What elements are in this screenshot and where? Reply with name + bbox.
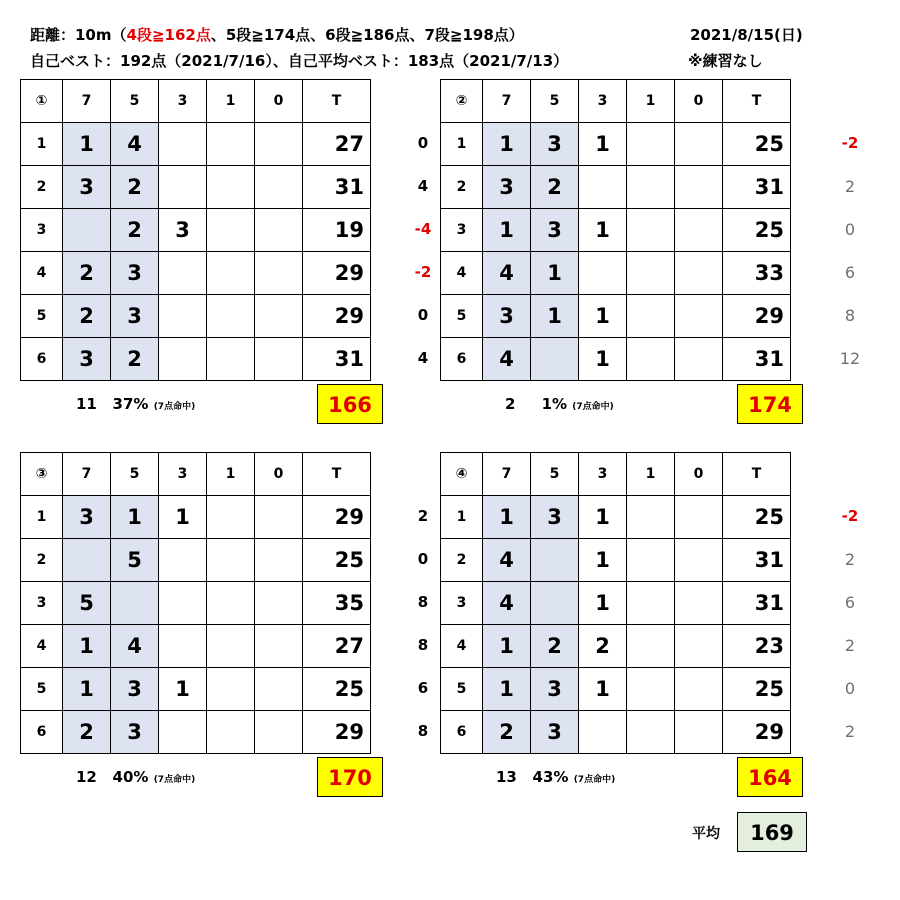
col-header-5: 5 bbox=[111, 453, 159, 496]
col-header-5: 5 bbox=[111, 80, 159, 123]
col-header-7: 7 bbox=[483, 80, 531, 123]
end-total: 25 bbox=[723, 209, 791, 252]
round-3-table bbox=[20, 452, 371, 754]
hit-rate: 1% bbox=[541, 395, 568, 413]
hit-rate-note: (7点命中) bbox=[573, 775, 616, 785]
round-4-total: 164 bbox=[737, 757, 803, 797]
count-7: 4 bbox=[483, 582, 531, 625]
count-5: 3 bbox=[531, 209, 579, 252]
count-7: 1 bbox=[483, 496, 531, 539]
round-1-total: 166 bbox=[317, 384, 383, 424]
count-0 bbox=[255, 252, 303, 295]
count-5: 4 bbox=[111, 123, 159, 166]
count-7 bbox=[63, 539, 111, 582]
table-row bbox=[21, 539, 371, 582]
table-row bbox=[441, 625, 791, 668]
end-number: 4 bbox=[21, 252, 63, 295]
dan4-threshold: 4段≧162点 bbox=[126, 26, 211, 44]
hit-count: 13 bbox=[496, 768, 517, 786]
average-value: 169 bbox=[737, 812, 807, 852]
hit-count: 2 bbox=[505, 395, 516, 413]
count-3 bbox=[579, 252, 627, 295]
count-7: 3 bbox=[483, 166, 531, 209]
table-row bbox=[21, 252, 371, 295]
count-0 bbox=[675, 582, 723, 625]
col-header-7: 7 bbox=[63, 80, 111, 123]
count-5: 1 bbox=[111, 496, 159, 539]
count-5: 3 bbox=[111, 295, 159, 338]
round-1-table bbox=[20, 79, 371, 381]
col-header-7: 7 bbox=[63, 453, 111, 496]
diff-r4-4: 2 bbox=[844, 636, 856, 655]
count-3: 1 bbox=[579, 123, 627, 166]
diff-r4-1: -2 bbox=[841, 507, 859, 525]
count-7: 2 bbox=[63, 252, 111, 295]
count-3 bbox=[579, 166, 627, 209]
count-0 bbox=[255, 338, 303, 381]
diff-r2-6: 12 bbox=[839, 349, 861, 368]
end-total: 25 bbox=[723, 668, 791, 711]
end-total: 29 bbox=[303, 496, 371, 539]
count-1 bbox=[207, 123, 255, 166]
count-5: 2 bbox=[111, 166, 159, 209]
count-1 bbox=[627, 668, 675, 711]
col-header-3: 3 bbox=[159, 453, 207, 496]
col-header-0: 0 bbox=[675, 80, 723, 123]
count-0 bbox=[675, 539, 723, 582]
table-row bbox=[441, 711, 791, 754]
count-1 bbox=[627, 582, 675, 625]
end-number: 3 bbox=[441, 582, 483, 625]
count-1 bbox=[627, 338, 675, 381]
end-total: 31 bbox=[303, 338, 371, 381]
count-0 bbox=[675, 338, 723, 381]
diff-r4-3: 6 bbox=[844, 593, 856, 612]
round-2-total: 174 bbox=[737, 384, 803, 424]
count-1 bbox=[627, 123, 675, 166]
end-number: 2 bbox=[21, 539, 63, 582]
end-number: 4 bbox=[21, 625, 63, 668]
hit-rate: 43% bbox=[532, 768, 569, 786]
hit-rate-note: (7点命中) bbox=[153, 402, 196, 412]
count-0 bbox=[255, 166, 303, 209]
count-7: 1 bbox=[63, 668, 111, 711]
table-row bbox=[21, 625, 371, 668]
diff-r3-4: 8 bbox=[417, 636, 429, 654]
end-number: 4 bbox=[441, 625, 483, 668]
hit-rate-note: (7点命中) bbox=[572, 402, 614, 412]
count-0 bbox=[255, 539, 303, 582]
table-row bbox=[21, 582, 371, 625]
col-header-3: 3 bbox=[579, 453, 627, 496]
count-1 bbox=[627, 252, 675, 295]
end-number: 3 bbox=[441, 209, 483, 252]
count-1 bbox=[627, 711, 675, 754]
end-number: 4 bbox=[441, 252, 483, 295]
col-header-5: 5 bbox=[531, 453, 579, 496]
count-0 bbox=[255, 496, 303, 539]
count-7: 2 bbox=[483, 711, 531, 754]
count-1 bbox=[207, 209, 255, 252]
count-0 bbox=[255, 711, 303, 754]
count-3 bbox=[159, 123, 207, 166]
end-total: 31 bbox=[723, 166, 791, 209]
end-number: 5 bbox=[21, 668, 63, 711]
end-total: 31 bbox=[303, 166, 371, 209]
diff-r3-3: 8 bbox=[417, 593, 429, 611]
end-number: 1 bbox=[21, 123, 63, 166]
count-0 bbox=[255, 123, 303, 166]
table-row bbox=[21, 295, 371, 338]
count-0 bbox=[255, 625, 303, 668]
end-total: 31 bbox=[723, 539, 791, 582]
diff-r1-3: -4 bbox=[414, 220, 432, 238]
count-7: 1 bbox=[483, 668, 531, 711]
end-total: 29 bbox=[303, 295, 371, 338]
end-total: 35 bbox=[303, 582, 371, 625]
count-0 bbox=[675, 209, 723, 252]
count-1 bbox=[627, 209, 675, 252]
col-header-1: 1 bbox=[627, 80, 675, 123]
count-7: 1 bbox=[483, 123, 531, 166]
count-0 bbox=[675, 295, 723, 338]
end-total: 25 bbox=[723, 123, 791, 166]
end-total: 25 bbox=[303, 668, 371, 711]
round-2-table bbox=[440, 79, 791, 381]
hit-rate-note: (7点命中) bbox=[153, 775, 196, 785]
count-5: 4 bbox=[111, 625, 159, 668]
count-0 bbox=[255, 209, 303, 252]
end-total: 27 bbox=[303, 123, 371, 166]
table-row bbox=[441, 668, 791, 711]
count-0 bbox=[675, 166, 723, 209]
round-label: ① bbox=[21, 80, 63, 123]
diff-r1-2: 4 bbox=[417, 177, 429, 195]
round-label: ③ bbox=[21, 453, 63, 496]
col-header-1: 1 bbox=[627, 453, 675, 496]
count-3: 1 bbox=[579, 209, 627, 252]
col-header-5: 5 bbox=[531, 80, 579, 123]
count-5: 2 bbox=[531, 625, 579, 668]
count-0 bbox=[675, 123, 723, 166]
count-3 bbox=[159, 338, 207, 381]
end-number: 5 bbox=[441, 295, 483, 338]
count-5: 3 bbox=[531, 711, 579, 754]
hit-count: 11 bbox=[76, 395, 97, 413]
end-number: 1 bbox=[441, 123, 483, 166]
round-label: ④ bbox=[441, 453, 483, 496]
end-total: 25 bbox=[723, 496, 791, 539]
count-3: 1 bbox=[579, 539, 627, 582]
diff-r3-6: 8 bbox=[417, 722, 429, 740]
end-number: 5 bbox=[441, 668, 483, 711]
count-7: 1 bbox=[483, 625, 531, 668]
count-7: 4 bbox=[483, 338, 531, 381]
count-5: 2 bbox=[111, 209, 159, 252]
count-3: 1 bbox=[159, 496, 207, 539]
date: 2021/8/15(日) bbox=[690, 26, 803, 44]
count-1 bbox=[207, 252, 255, 295]
count-5: 1 bbox=[531, 295, 579, 338]
end-number: 5 bbox=[21, 295, 63, 338]
count-7: 3 bbox=[63, 338, 111, 381]
count-3: 1 bbox=[579, 338, 627, 381]
count-7: 2 bbox=[63, 295, 111, 338]
count-3 bbox=[159, 295, 207, 338]
count-7: 1 bbox=[483, 209, 531, 252]
round-3-total: 170 bbox=[317, 757, 383, 797]
hit-count: 12 bbox=[76, 768, 97, 786]
diff-r1-6: 4 bbox=[417, 349, 429, 367]
col-header-1: 1 bbox=[207, 453, 255, 496]
practice-note: ※練習なし bbox=[688, 52, 763, 70]
count-3: 3 bbox=[159, 209, 207, 252]
count-0 bbox=[255, 295, 303, 338]
end-number: 3 bbox=[21, 209, 63, 252]
diff-r4-6: 2 bbox=[844, 722, 856, 741]
distance-prefix: 距離：10m（ bbox=[30, 26, 127, 44]
end-total: 29 bbox=[723, 295, 791, 338]
dan-thresholds: 、5段≧174点、6段≧186点、7段≧198点） bbox=[210, 26, 524, 44]
count-7 bbox=[63, 209, 111, 252]
col-header-total: T bbox=[723, 80, 791, 123]
table-row bbox=[441, 123, 791, 166]
col-header-0: 0 bbox=[255, 453, 303, 496]
table-row bbox=[441, 539, 791, 582]
count-7: 3 bbox=[483, 295, 531, 338]
count-1 bbox=[627, 539, 675, 582]
count-3 bbox=[159, 711, 207, 754]
count-3: 1 bbox=[579, 496, 627, 539]
diff-r2-1: -2 bbox=[841, 134, 859, 152]
table-row bbox=[21, 338, 371, 381]
table-row bbox=[21, 123, 371, 166]
round-3-summary bbox=[76, 768, 195, 786]
round-4-summary bbox=[496, 768, 615, 786]
hit-rate: 40% bbox=[112, 768, 149, 786]
count-3 bbox=[579, 711, 627, 754]
count-5: 3 bbox=[111, 252, 159, 295]
diff-r3-1: 2 bbox=[417, 507, 429, 525]
count-7: 4 bbox=[483, 539, 531, 582]
diff-r1-4: -2 bbox=[414, 263, 432, 281]
count-0 bbox=[675, 711, 723, 754]
count-5 bbox=[111, 582, 159, 625]
count-7: 1 bbox=[63, 123, 111, 166]
average-label: 平均 bbox=[692, 826, 720, 842]
col-header-3: 3 bbox=[579, 80, 627, 123]
count-3: 1 bbox=[159, 668, 207, 711]
table-row bbox=[441, 338, 791, 381]
col-header-7: 7 bbox=[483, 453, 531, 496]
end-number: 1 bbox=[21, 496, 63, 539]
count-5 bbox=[531, 539, 579, 582]
count-1 bbox=[207, 166, 255, 209]
col-header-total: T bbox=[303, 80, 371, 123]
end-total: 29 bbox=[723, 711, 791, 754]
table-row bbox=[21, 209, 371, 252]
end-total: 19 bbox=[303, 209, 371, 252]
count-5: 3 bbox=[531, 496, 579, 539]
count-1 bbox=[207, 338, 255, 381]
end-total: 23 bbox=[723, 625, 791, 668]
col-header-1: 1 bbox=[207, 80, 255, 123]
hit-rate: 37% bbox=[112, 395, 149, 413]
end-number: 6 bbox=[441, 711, 483, 754]
round-4-table bbox=[440, 452, 791, 754]
table-row bbox=[441, 582, 791, 625]
diff-r2-3: 0 bbox=[844, 220, 856, 239]
round-2-summary bbox=[505, 395, 614, 413]
count-1 bbox=[207, 625, 255, 668]
col-header-total: T bbox=[303, 453, 371, 496]
distance-line bbox=[30, 24, 524, 45]
diff-r2-2: 2 bbox=[844, 177, 856, 196]
col-header-3: 3 bbox=[159, 80, 207, 123]
count-3: 1 bbox=[579, 582, 627, 625]
count-1 bbox=[207, 539, 255, 582]
count-5: 3 bbox=[531, 123, 579, 166]
end-total: 29 bbox=[303, 252, 371, 295]
count-1 bbox=[627, 625, 675, 668]
count-1 bbox=[207, 711, 255, 754]
count-1 bbox=[207, 496, 255, 539]
count-5: 3 bbox=[111, 668, 159, 711]
count-1 bbox=[627, 496, 675, 539]
diff-r3-5: 6 bbox=[417, 679, 429, 697]
col-header-0: 0 bbox=[255, 80, 303, 123]
count-3 bbox=[159, 252, 207, 295]
count-3 bbox=[159, 166, 207, 209]
count-0 bbox=[675, 668, 723, 711]
diff-r1-1: 0 bbox=[417, 134, 429, 152]
end-number: 2 bbox=[441, 539, 483, 582]
count-7: 4 bbox=[483, 252, 531, 295]
personal-best: 自己ベスト：192点（2021/7/16）、自己平均ベスト：183点（2021/7/13） bbox=[30, 52, 569, 70]
count-0 bbox=[675, 252, 723, 295]
count-7: 2 bbox=[63, 711, 111, 754]
table-row bbox=[441, 166, 791, 209]
count-5 bbox=[531, 338, 579, 381]
count-7: 1 bbox=[63, 625, 111, 668]
count-0 bbox=[255, 668, 303, 711]
count-7: 3 bbox=[63, 496, 111, 539]
count-1 bbox=[207, 582, 255, 625]
end-number: 2 bbox=[441, 166, 483, 209]
diff-r3-2: 0 bbox=[417, 550, 429, 568]
diff-r4-2: 2 bbox=[844, 550, 856, 569]
end-total: 31 bbox=[723, 338, 791, 381]
diff-r1-5: 0 bbox=[417, 306, 429, 324]
diff-r2-5: 8 bbox=[844, 306, 856, 325]
count-5: 3 bbox=[531, 668, 579, 711]
count-1 bbox=[207, 295, 255, 338]
table-row bbox=[21, 668, 371, 711]
table-row bbox=[441, 209, 791, 252]
count-5: 2 bbox=[531, 166, 579, 209]
count-7: 5 bbox=[63, 582, 111, 625]
count-0 bbox=[675, 496, 723, 539]
count-5: 1 bbox=[531, 252, 579, 295]
end-total: 29 bbox=[303, 711, 371, 754]
table-row bbox=[21, 496, 371, 539]
end-number: 2 bbox=[21, 166, 63, 209]
count-5 bbox=[531, 582, 579, 625]
end-total: 33 bbox=[723, 252, 791, 295]
end-total: 27 bbox=[303, 625, 371, 668]
end-total: 25 bbox=[303, 539, 371, 582]
table-row bbox=[441, 252, 791, 295]
table-row bbox=[21, 166, 371, 209]
round-1-summary bbox=[76, 395, 195, 413]
end-number: 6 bbox=[441, 338, 483, 381]
end-total: 31 bbox=[723, 582, 791, 625]
count-5: 2 bbox=[111, 338, 159, 381]
diff-r4-5: 0 bbox=[844, 679, 856, 698]
end-number: 1 bbox=[441, 496, 483, 539]
count-5: 5 bbox=[111, 539, 159, 582]
table-row bbox=[441, 295, 791, 338]
count-5: 3 bbox=[111, 711, 159, 754]
count-3 bbox=[159, 582, 207, 625]
table-row bbox=[441, 496, 791, 539]
count-1 bbox=[627, 166, 675, 209]
count-3 bbox=[159, 539, 207, 582]
table-row bbox=[21, 711, 371, 754]
end-number: 6 bbox=[21, 711, 63, 754]
count-7: 3 bbox=[63, 166, 111, 209]
end-number: 6 bbox=[21, 338, 63, 381]
col-header-0: 0 bbox=[675, 453, 723, 496]
count-0 bbox=[255, 582, 303, 625]
round-label: ② bbox=[441, 80, 483, 123]
end-number: 3 bbox=[21, 582, 63, 625]
col-header-total: T bbox=[723, 453, 791, 496]
diff-r2-4: 6 bbox=[844, 263, 856, 282]
count-3: 2 bbox=[579, 625, 627, 668]
count-0 bbox=[675, 625, 723, 668]
count-3: 1 bbox=[579, 668, 627, 711]
count-1 bbox=[207, 668, 255, 711]
count-3: 1 bbox=[579, 295, 627, 338]
count-1 bbox=[627, 295, 675, 338]
count-3 bbox=[159, 625, 207, 668]
